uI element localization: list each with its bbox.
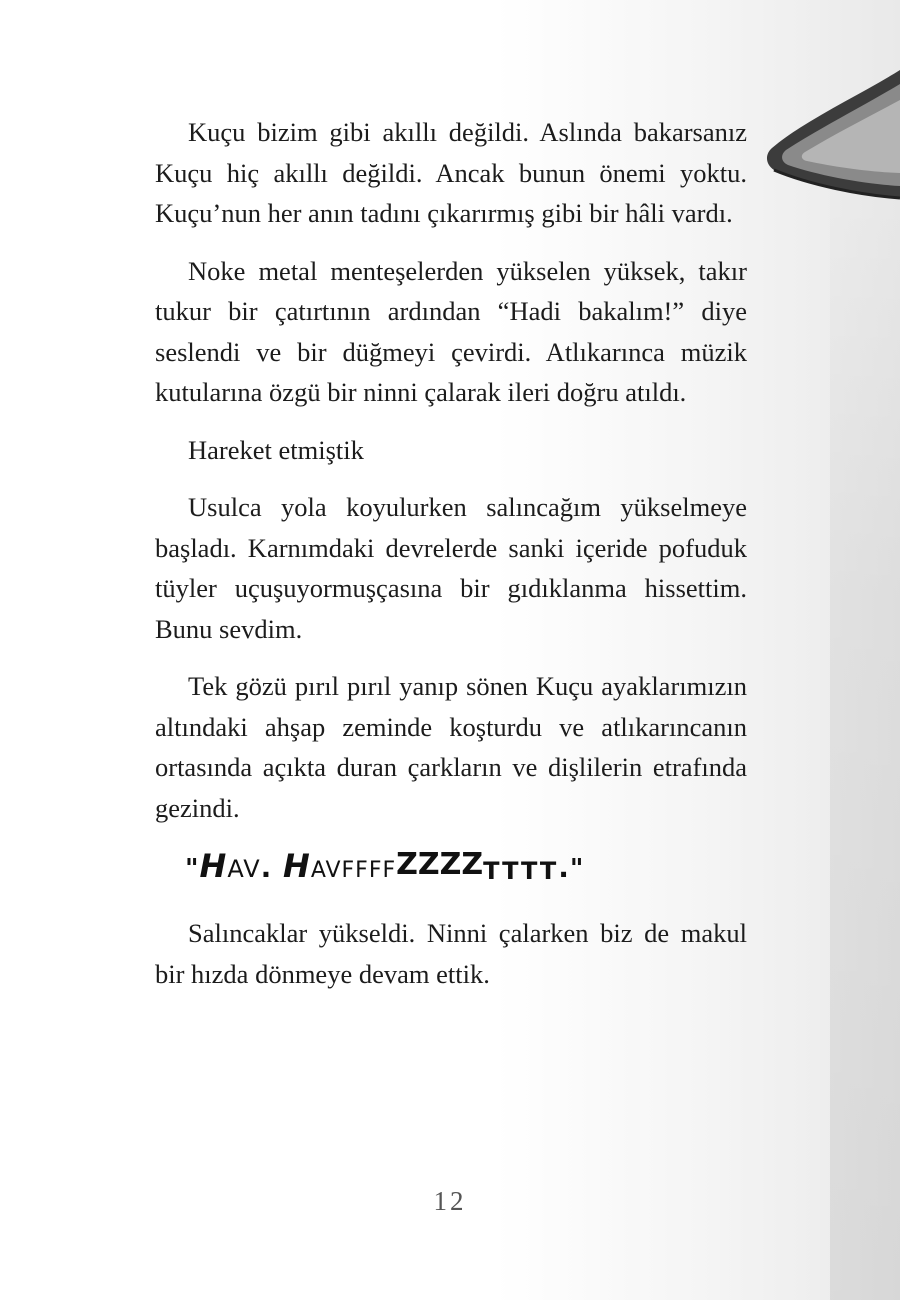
body-text: [155, 112, 747, 1011]
paragraph-5: Tek gözü pırıl pırıl yanıp sönen Kuçu ayaklarımızın altındaki ahşap zeminde koşturdu ve atlıkarıncanın ortasında açıkta duran çarkların ve dişlilerin etrafında gezindi.: [155, 671, 747, 823]
sfx-zzzz: ZZZZ: [396, 847, 484, 882]
sfx-close-quote: ": [569, 854, 585, 884]
sfx-av-1: AV: [227, 855, 261, 883]
paragraph-3: Hareket etmiştik: [188, 434, 364, 465]
paragraph-2: Noke metal menteşelerden yükselen yüksek, takır tukur bir çatırtının ardından “Hadi bakalım!” diye seslendi ve bir düğmeyi çevirdi. Atlıkarınca müzik kutularına özgü bir ninni çalarak ileri doğru atıldı.: [155, 255, 747, 407]
sfx-h-1: H: [199, 847, 228, 885]
corner-illustration: [750, 60, 900, 210]
sound-effect-text: [185, 845, 747, 891]
page-number: 12: [433, 1186, 467, 1216]
sfx-avffff: AVFFFF: [310, 858, 397, 883]
paragraph-4: Usulca yola koyulurken salıncağım yükselmeye başladı. Karnımdaki devrelerde sanki içeride pofuduk tüyler uçuşuyormuşçasına bir gıdıklanma hissettim. Bunu sevdim.: [155, 492, 747, 644]
sfx-open-quote: ": [185, 854, 200, 884]
sfx-dot-1: .: [260, 851, 273, 884]
paragraph-6: Salıncaklar yükseldi. Ninni çalarken biz de makul bir hızda dönmeye devam ettik.: [155, 918, 747, 989]
page-edge-shadow: [830, 120, 900, 1300]
sfx-h-2: H: [283, 847, 311, 885]
sfx-tttt: TTTT: [483, 857, 559, 885]
sfx-dot-2: .: [558, 851, 570, 884]
paragraph-1: Kuçu bizim gibi akıllı değildi. Aslında bakarsanız Kuçu hiç akıllı değildi. Ancak bunun önemi yoktu. Kuçu’nun her anın tadını çıkarırmış gibi bir hâli vardı.: [155, 117, 747, 228]
